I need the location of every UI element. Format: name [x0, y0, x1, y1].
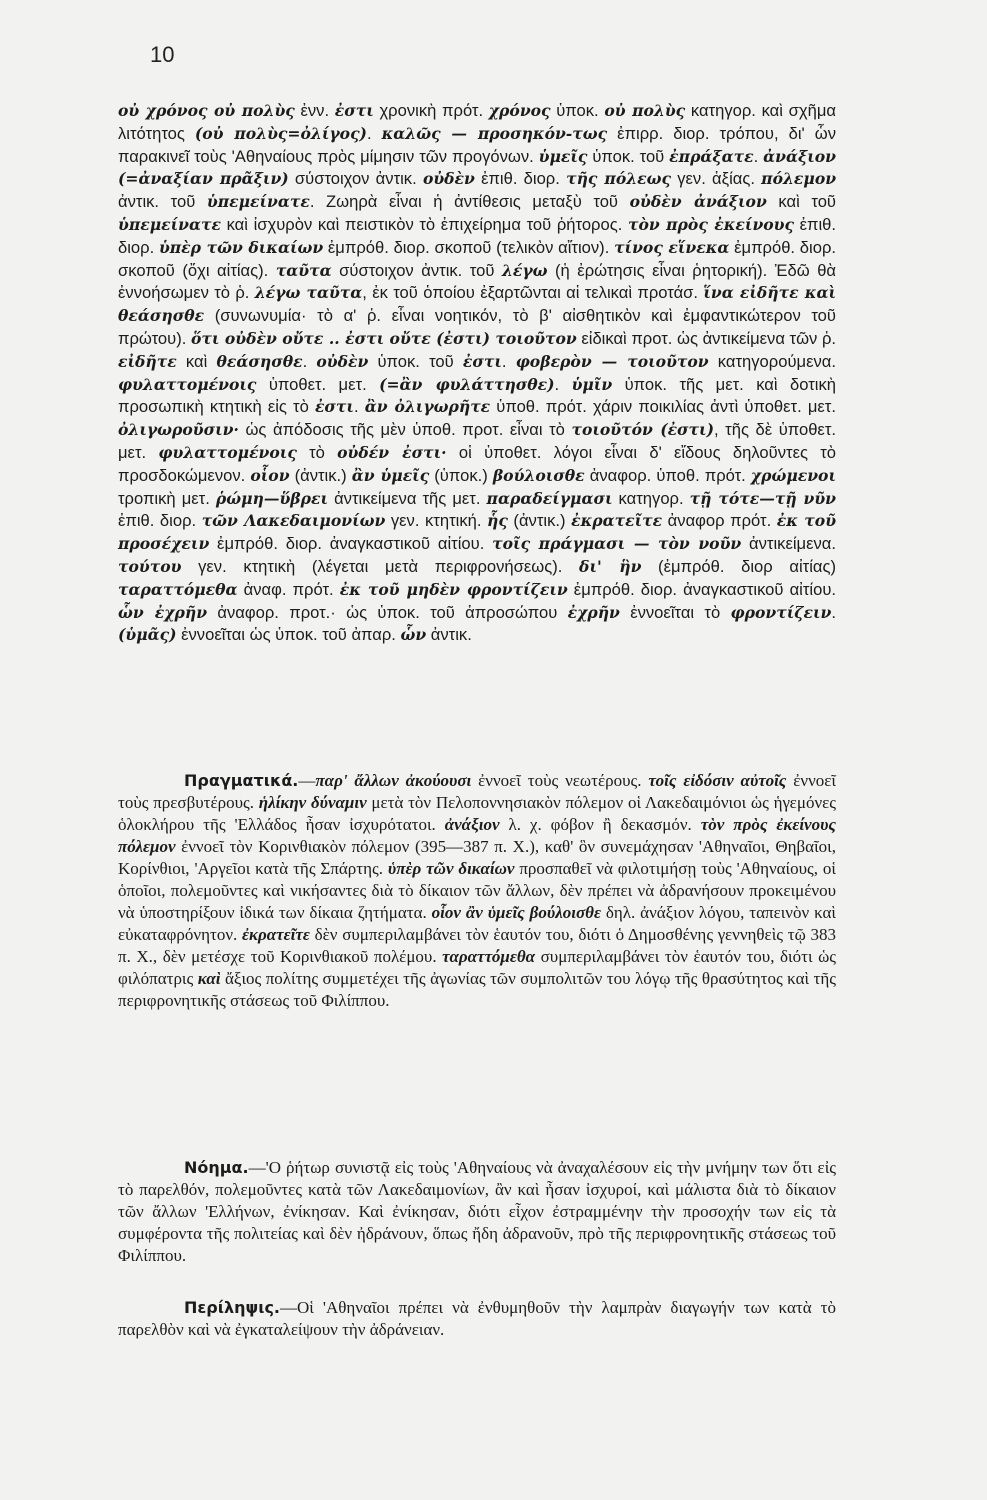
- italic-term: ἀνάξιον (=ἀναξίαν πρᾶξιν): [118, 146, 836, 189]
- text-run: , τῆς δὲ ὑποθετ. μετ.: [118, 420, 836, 462]
- text-run: τροπικὴ μετ.: [118, 488, 216, 508]
- italic-term: καλῶς — προσηκόν-τως: [381, 123, 608, 143]
- text-run: —: [298, 771, 316, 790]
- text-run: . Ζωηρὰ εἶναι ἡ ἀντίθεσις μεταξὺ τοῦ: [309, 192, 630, 212]
- italic-term: ἐκρατεῖτε: [571, 511, 663, 531]
- italic-term: ῥώμη—ὕβρει: [215, 488, 329, 508]
- grammatical-commentary: [118, 100, 836, 647]
- italic-term: τῶν Λακεδαιμονίων: [201, 511, 386, 531]
- text-run: τὸ: [296, 442, 338, 462]
- italic-term: ἂν ὀλιγωρῆτε: [364, 397, 491, 417]
- italic-term: χρώμενοι: [750, 465, 837, 485]
- text-run: (ἀντικ.): [289, 465, 352, 485]
- text-run: ἀναφ. πρότ.: [237, 579, 340, 599]
- text-run: ὑποκ. τῆς μετ. καὶ δοτικὴ προσωπικὴ κτητικὴ εἰς τὸ: [118, 374, 836, 417]
- text-run: οἱ ὑποθετ. λόγοι εἶναι δ' εἴδους δηλοῦντες τὸ προσδοκώμενον.: [118, 442, 837, 485]
- italic-term: ὀλιγωροῦσιν·: [118, 420, 239, 440]
- text-run: ἀντικείμενα.: [741, 534, 836, 554]
- text-run: ἐμπρόθ. διορ. ἀναγκαστικοῦ αἰτίου.: [567, 579, 837, 599]
- text-run: ἐννοεῖται ὡς ὑποκ. τοῦ ἀπαρ.: [176, 625, 401, 645]
- italic-term: τῇ τότε—τῇ νῦν: [689, 488, 836, 508]
- italic-term: τὸν πρὸς ἐκείνους πόλεμον: [118, 815, 836, 856]
- text-run: ὑποκ. τοῦ: [368, 351, 463, 371]
- italic-term: τῆς πόλεως: [566, 169, 672, 189]
- italic-term: ταραττόμεθα: [118, 579, 238, 599]
- italic-term: ὑμεῖς: [538, 146, 588, 166]
- italic-term: οὐδὲν ἀνάξιον: [629, 192, 767, 212]
- italic-term: οἷον: [250, 465, 290, 485]
- italic-term: ὧν ἐχρῆν: [118, 602, 208, 622]
- italic-term: φυλαττομένοις: [118, 374, 257, 394]
- italic-term: (οὐ πολὺς=ὀλίγος): [194, 123, 367, 143]
- italic-term: (ὑμᾶς): [118, 625, 177, 645]
- text-run: ἀναφορ. ὑποθ. πρότ.: [584, 465, 751, 485]
- italic-term: ὑπεμείνατε: [118, 214, 221, 234]
- text-run: .: [366, 123, 382, 143]
- text-run: ὡς ἀπόδοσις τῆς μὲν ὑποθ. προτ. εἶναι τὸ: [238, 420, 572, 440]
- text-run: ἐπιθ. διορ.: [118, 511, 202, 531]
- text-run: καὶ ἰσχυρὸν καὶ πειστικὸν τὸ ἐπιχείρημα τοῦ ῥήτορος.: [220, 214, 628, 234]
- italic-term: ταραττόμεθα: [442, 947, 536, 966]
- italic-term: ἐκρατεῖτε: [242, 925, 310, 944]
- italic-term: θεάσησθε: [216, 351, 303, 371]
- text-run: καὶ: [176, 351, 217, 371]
- italic-term: λέγω ταῦτα: [254, 283, 363, 303]
- text-run: (ἐμπρόθ. διορ αἰτίας): [641, 556, 836, 576]
- italic-term: οὐ πολὺς: [604, 101, 686, 120]
- italic-term: παραδείγμασι: [486, 488, 613, 508]
- italic-term: ἐκ τοῦ μηδὲν φροντίζειν: [339, 579, 568, 599]
- text-run: ἐπιθ. διορ.: [474, 169, 567, 189]
- text-run: , ἐκ τοῦ ὁποίου ἐξαρτῶνται αἱ τελικαὶ προτάσ.: [362, 283, 704, 303]
- italic-term: τὸν πρὸς ἐκείνους: [627, 214, 794, 234]
- italic-term: φροντίζειν: [730, 602, 832, 622]
- text-run: καὶ τοῦ: [766, 192, 836, 212]
- section-body-perilipsis: —Οἱ 'Αθηναῖοι πρέπει νὰ ἐνθυμηθοῦν τὴν λαμπρὰν διαγωγήν των κατὰ τὸ παρελθὸν καὶ νὰ ἐγκαταλείψουν τὴν ἀδράνειαν.: [118, 1298, 836, 1339]
- text-run: .: [353, 397, 365, 417]
- italic-term: τοῖς εἰδόσιν αὐτοῖς: [648, 771, 787, 790]
- text-run: ἐμπρόθ. διορ. σκοποῦ (τελικὸν αἴτιον).: [323, 237, 615, 257]
- text-run: ἐμπρόθ. διορ. σκοποῦ (ὄχι αἰτίας).: [118, 237, 836, 280]
- italic-term: φυλαττομένοις: [158, 442, 297, 462]
- italic-term: ἐστι: [314, 397, 354, 417]
- text-run: κατηγορούμενα.: [708, 351, 836, 371]
- text-run: ἐμπρόθ. διορ. ἀναγκαστικοῦ αἰτίου.: [209, 534, 493, 554]
- text-run: ἀντικ.: [426, 625, 472, 645]
- section-heading-perilipsis: Περίληψις.: [184, 1298, 280, 1317]
- text-run: συμπεριλαμβάνει τὸν ἑαυτόν του, διότι ὡς φιλόπατρις: [118, 947, 837, 988]
- italic-term: ὑπὲρ τῶν δικαίων: [158, 237, 324, 257]
- italic-term: (=ἂν φυλάττησθε): [379, 374, 555, 394]
- text-run: .: [554, 374, 572, 394]
- italic-term: ἐστι: [334, 101, 374, 120]
- text-run: ἀντικ. τοῦ: [118, 192, 207, 212]
- text-run: ἐννοεῖ τὸν Κορινθιακὸν πόλεμον (395—387 π. Χ.), καθ' ὃν συνεμάχησαν 'Αθηναῖοι, Θηβαῖοι, Κορίνθιοι, 'Αργεῖοι κατὰ τῆς Σπάρτης.: [118, 837, 836, 878]
- text-run: (ἡ ἐρώτησις εἶναι ῥητορική). Ἐδῶ θὰ ἐννοήσωμεν τὸ ῥ.: [118, 260, 837, 303]
- italic-term: τοιοῦτόν (ἐστι): [571, 420, 714, 440]
- italic-term: τοῖς πράγμασι — τὸν νοῦν: [492, 534, 742, 554]
- italic-term: φοβερὸν — τοιοῦτον: [515, 351, 709, 371]
- italic-term: χρόνος: [488, 101, 551, 120]
- section-perilipsis: [118, 1297, 836, 1341]
- italic-term: λέγω: [501, 260, 548, 280]
- italic-term: ἐπράξατε: [669, 146, 754, 166]
- italic-term: ἐκ τοῦ προσέχειν: [118, 511, 837, 554]
- text-run: ἐννοεῖ τοὺς νεωτέρους.: [471, 771, 649, 790]
- text-run: λ. χ. φόβον ἢ δεκασμόν.: [499, 815, 701, 834]
- text-run: κατηγορ.: [612, 488, 690, 508]
- section-pragmatika: [118, 770, 836, 1012]
- italic-term: τίνος εἵνεκα: [614, 237, 730, 257]
- text-run: ἀντικείμενα τῆς μετ.: [328, 488, 487, 508]
- text-run: ἐνν.: [294, 101, 335, 120]
- italic-term: ὑμῖν: [571, 374, 613, 394]
- text-run: ἐπιρρ. διορ. τρόπου, δι' ὧν παρακινεῖ τοὺς 'Αθηναίους πρὸς μίμησιν τῶν προγόνων.: [118, 123, 836, 166]
- italic-term: καὶ: [197, 969, 221, 988]
- text-run: ἀναφορ. προτ.· ὡς ὑποκ. τοῦ ἀπροσώπου: [207, 602, 568, 622]
- italic-term: οὐδὲν: [422, 169, 475, 189]
- section-body-noima: —'Ο ῥήτωρ συνιστᾷ εἰς τοὺς 'Αθηναίους νὰ ἀναχαλέσουν εἰς τὴν μνήμην των ὅτι εἰς τὸ παρελθόν, πολεμοῦντες κατὰ τῶν Λακεδαιμονίων, ἂν καὶ ἦσαν ἰσχυροί, καὶ μάλιστα διὰ τὸ δίκαιον τῶν ἄλλων 'Ελλήνων, ἐνίκησαν. Καὶ ἐνίκησαν, διότι εἶχον ἐστραμμένην τὴν προσοχήν των εἰς τὰ συμφέροντα τῆς πολιτείας καὶ δὲν ἠδράνουν, ὅπως ἤδη ἀδρανοῦν, πρὸ τῆς περιφρονητικῆς στάσεως τοῦ Φιλίππου.: [118, 1158, 836, 1265]
- italic-term: ταῦτα: [275, 260, 332, 280]
- text-run: σύστοιχον ἀντικ. τοῦ: [331, 260, 502, 280]
- italic-term: οὐ χρόνος οὐ πολὺς: [118, 101, 295, 120]
- text-run: ἄξιος πολίτης συμμετέχει τῆς ἀγωνίας τῶν συμπολιτῶν του λόγῳ τῆς θρασύτητος καὶ τῆς περιφρονητικῆς στάσεως τοῦ Φιλίππου.: [118, 969, 836, 1010]
- text-run: ὑποθ. πρότ. χάριν ποικιλίας ἀντὶ ὑποθετ. μετ.: [490, 397, 836, 417]
- italic-term: ἵνα εἰδῆτε καὶ θεάσησθε: [118, 283, 836, 326]
- italic-term: ἂν ὑμεῖς: [351, 465, 430, 485]
- italic-term: ὅτι οὐδὲν οὔτε .. ἐστι οὔτε (ἐστι) τοιοῦτον: [190, 328, 577, 348]
- italic-term: εἰδῆτε: [118, 351, 177, 371]
- italic-term: οὐδέν ἐστι·: [337, 442, 447, 462]
- section-body-pragmatika: [118, 771, 836, 1010]
- text-run: σύστοιχον ἀντικ.: [288, 169, 423, 189]
- text-run: δὲν συμπεριλαμβάνει τὸν ἑαυτόν του, διότι ὁ Δημοσθένης γεννηθεὶς τῷ 383 π. Χ., δὲν μετέσχε τοῦ Κορινθιακοῦ πολέμου.: [118, 925, 836, 966]
- italic-term: τούτου: [118, 556, 182, 576]
- text-run: (συνωνυμία· τὸ α' ῥ. εἶναι νοητικόν, τὸ β' αἰσθητικὸν καὶ ἐμφαντικώτερον τοῦ πρώτου).: [118, 306, 836, 348]
- text-run: .: [831, 602, 836, 622]
- text-run: κατηγορ. καὶ σχῆμα λιτότητος: [118, 101, 836, 143]
- text-run: δηλ. ἀνάξιον λόγου, ταπεινὸν καὶ εὐκαταφρόνητον.: [118, 903, 836, 944]
- text-run: ὑποθετ. μετ.: [256, 374, 380, 394]
- text-run: .: [501, 351, 516, 371]
- italic-term: ἧς: [487, 511, 508, 531]
- italic-term: ἡλίκην δύναμιν: [258, 793, 367, 812]
- italic-term: πόλεμον: [761, 169, 837, 189]
- italic-term: ἐχρῆν: [567, 602, 620, 622]
- section-noima: [118, 1157, 836, 1267]
- text-run: ὑποκ.: [550, 101, 605, 120]
- section-heading-pragmatika: Πραγματικά.: [184, 771, 299, 790]
- text-run: γεν. ἀξίας.: [671, 169, 762, 189]
- text-run: μετὰ τὸν Πελοποννησιακὸν πόλεμον οἱ Λακεδαιμόνιοι ὡς ἡγεμόνες ὁλοκλήρου τῆς 'Ελλάδος ἦσαν ἰσχυρότατοι.: [118, 793, 836, 834]
- text-run: γεν. κτητικὴ (λέγεται μετὰ περιφρονήσεως).: [181, 556, 580, 576]
- text-run: ἀναφορ πρότ.: [662, 511, 777, 531]
- text-run: ὑποκ. τοῦ: [587, 146, 670, 166]
- italic-term: παρ' ἄλλων ἀκούουσι: [315, 771, 472, 790]
- italic-term: δι' ἣν: [579, 556, 642, 576]
- text-run: .: [753, 146, 764, 166]
- italic-term: ἀνάξιον: [444, 815, 500, 834]
- text-run: γεν. κτητική.: [385, 511, 488, 531]
- text-run: προσπαθεῖ νὰ φιλοτιμήσῃ τοὺς 'Αθηναίους, οἱ ὁποῖοι, πολεμοῦντες καὶ νικήσαντες διὰ τὸ δίκαιον τῶν ἄλλων, δὲν πρέπει νὰ ἀδρανήσουν προκειμένου νὰ ὑποστηρίξουν ἰδικά των δίκαια ζητήματα.: [118, 859, 836, 922]
- italic-term: βούλοισθε: [492, 465, 585, 485]
- text-run: ἐννοεῖ τοὺς πρεσβυτέρους.: [118, 771, 836, 812]
- italic-term: οὐδὲν: [316, 351, 369, 371]
- italic-term: ὑπὲρ τῶν δικαίων: [387, 859, 515, 878]
- italic-term: ἐστι: [462, 351, 502, 371]
- text-run: χρονικὴ πρότ.: [373, 101, 489, 120]
- text-run: .: [302, 351, 317, 371]
- italic-term: ὧν: [400, 625, 427, 645]
- text-run: (ὑποκ.): [429, 465, 493, 485]
- italic-term: ὑπεμείνατε: [206, 192, 310, 212]
- text-run: (ἀντικ.): [507, 511, 572, 531]
- text-run: εἰδικαὶ προτ. ὡς ἀντικείμενα τῶν ῥ.: [576, 328, 837, 348]
- section-heading-noima: Νόημα.: [184, 1158, 249, 1177]
- text-run: ἐννοεῖται τὸ: [619, 602, 731, 622]
- page-number: 10: [150, 42, 175, 67]
- text-run: ἐπιθ. διορ.: [118, 214, 837, 257]
- italic-term: οἷον ἂν ὑμεῖς βούλοισθε: [431, 903, 601, 922]
